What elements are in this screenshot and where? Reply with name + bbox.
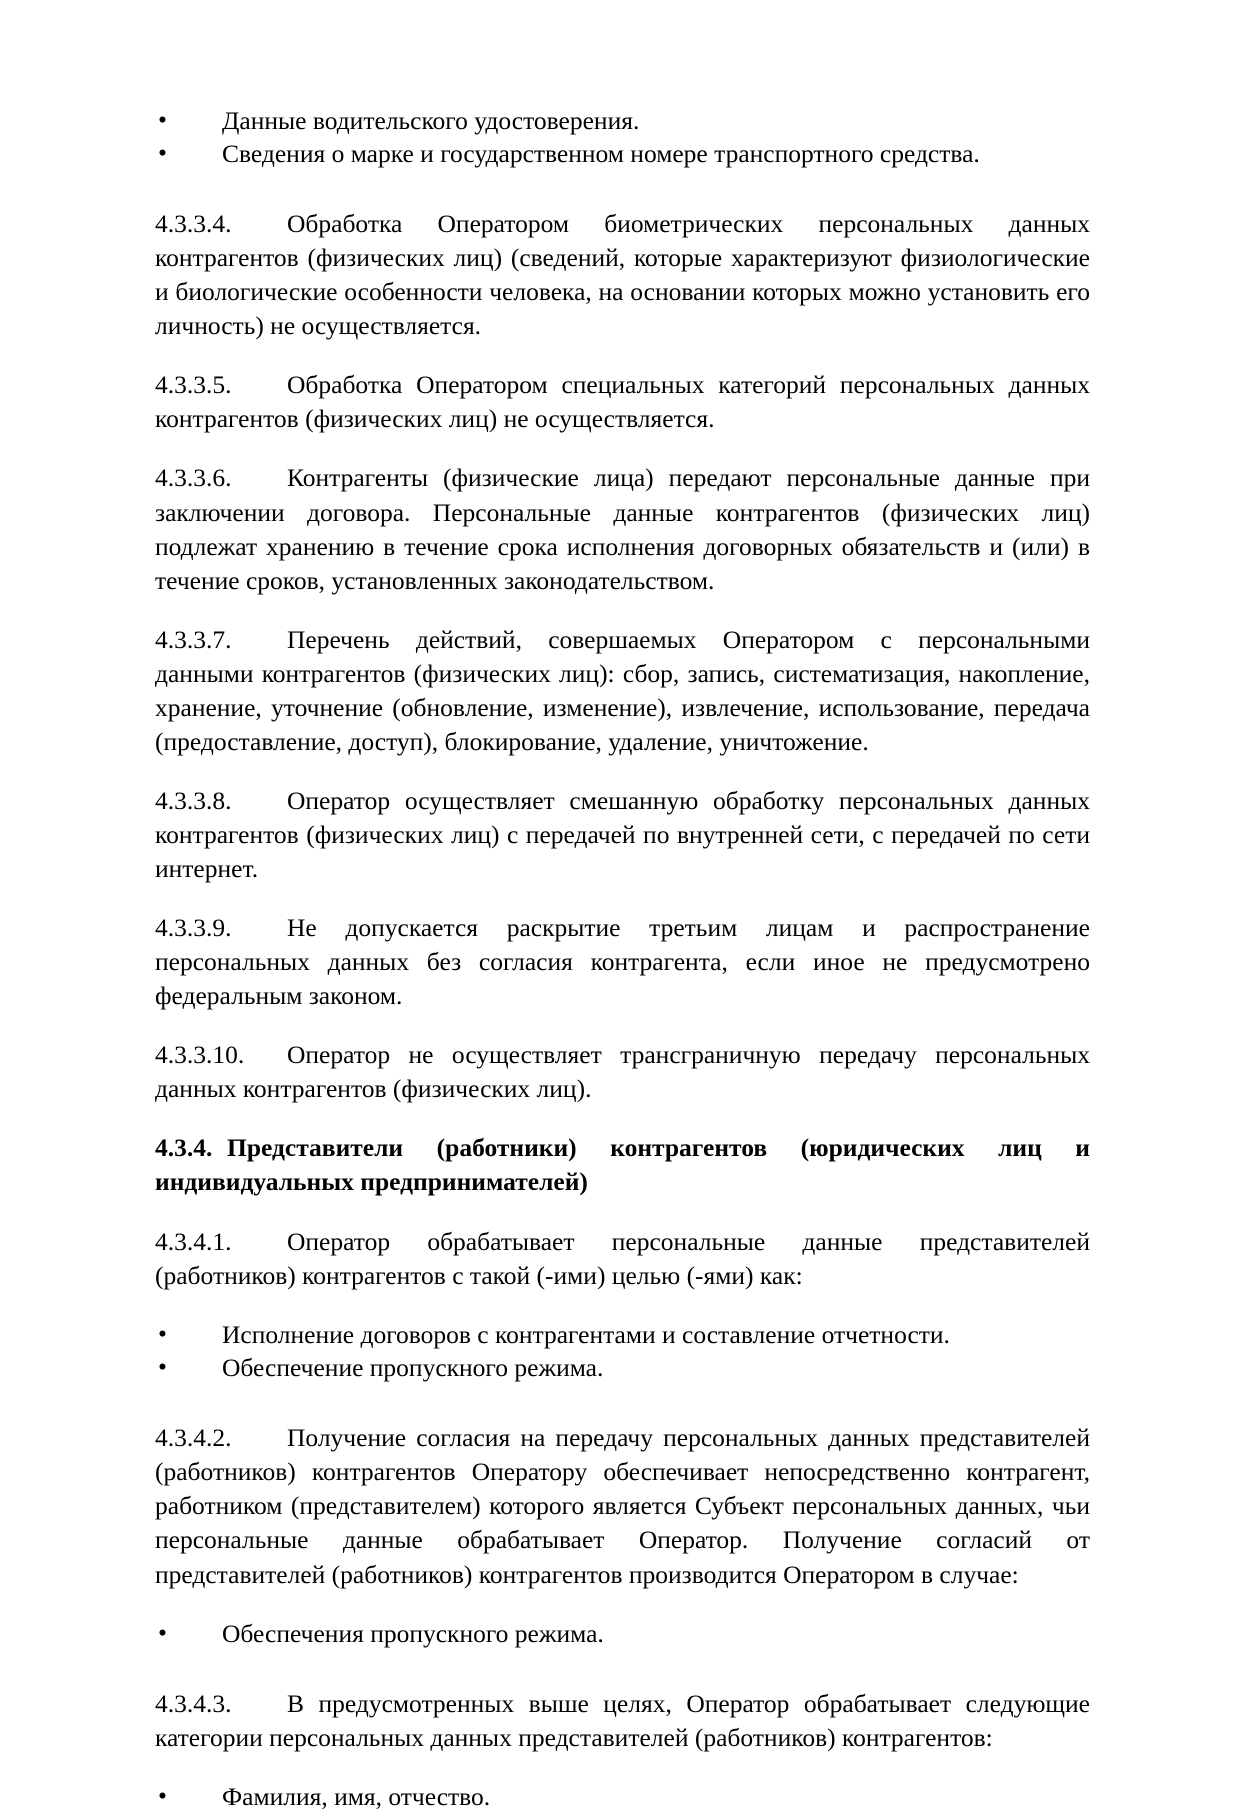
clause-4-3-3-4 — [155, 207, 1090, 343]
list-item — [155, 137, 1090, 170]
bullet-list-consent-cases — [155, 1617, 1090, 1650]
clause-number: 4.3.4.2. — [155, 1423, 232, 1453]
block-spacer — [155, 1675, 1090, 1687]
clause-4-3-4-3 — [155, 1687, 1090, 1755]
list-item-text: Данные водительского удостоверения. — [222, 106, 640, 135]
clause-number: 4.3.4.1. — [155, 1227, 232, 1257]
clause-number: 4.3.3.8. — [155, 785, 232, 815]
bullet-list-categories — [155, 1780, 1090, 1813]
bullet-icon: • — [158, 1319, 167, 1349]
heading-text: Представители (работники) контрагентов (юридических лиц и индивидуальных предпринимателей) — [155, 1132, 1090, 1196]
clause-number: 4.3.3.4. — [155, 209, 232, 239]
clause-text: Контрагенты (физические лица) передают персональные данные при заключении договора. Персональные данные контрагентов (физических лиц) подлежат хранению в течение срока исполнения договорных обязательств и (или) в течение сроков, установленных законодательством. — [155, 463, 1090, 595]
bullet-list-purposes — [155, 1318, 1090, 1384]
list-item — [155, 1780, 1090, 1813]
clause-4-3-3-5 — [155, 368, 1090, 436]
clause-text: Перечень действий, совершаемых Оператором с персональными данными контрагентов (физических лиц): сбор, запись, систематизация, накопление, хранение, уточнение (обновление, изменение), извлечение, использование, передача (предоставление, доступ), блокирование, удаление, уничтожение. — [155, 624, 1090, 756]
bullet-icon: • — [158, 105, 167, 134]
clause-number: 4.3.3.7. — [155, 624, 232, 654]
clause-number: 4.3.4.3. — [155, 1688, 232, 1718]
list-item-text: Фамилия, имя, отчество. — [222, 1781, 491, 1811]
clause-text: Оператор осуществляет смешанную обработку персональных данных контрагентов (физических лиц) с передачей по внутренней сети, с передачей по сети интернет. — [155, 785, 1090, 883]
clause-4-3-3-8 — [155, 784, 1090, 886]
clause-4-3-3-6 — [155, 461, 1090, 597]
list-item-text: Сведения о марке и государственном номере транспортного средства. — [222, 139, 980, 169]
clause-number: 4.3.3.6. — [155, 463, 232, 493]
block-spacer — [155, 195, 1090, 207]
clause-text: Не допускается раскрытие третьим лицам и распространение персональных данных без согласия контрагента, если иное не предусмотрено федеральным законом. — [155, 912, 1090, 1010]
document-body — [155, 104, 1090, 1813]
clause-text: Оператор обрабатывает персональные данные представителей (работников) контрагентов с такой (-ими) целью (-ями) как: — [155, 1227, 1090, 1291]
clause-4-3-3-7 — [155, 623, 1090, 759]
bullet-icon: • — [158, 1780, 167, 1810]
clause-text: Обработка Оператором биометрических персональных данных контрагентов (физических лиц) (сведений, которые характеризуют физиологические и биологические особенности человека, на основании которых можно установить его личность) не осуществляется. — [155, 209, 1090, 341]
clause-number: 4.3.3.10. — [155, 1039, 245, 1069]
list-item-text: Обеспечение пропускного режима. — [222, 1353, 604, 1383]
block-spacer — [155, 1409, 1090, 1421]
clause-4-3-4-2 — [155, 1421, 1090, 1591]
list-item-text: Исполнение договоров с контрагентами и составление отчетности. — [222, 1320, 950, 1350]
list-item — [155, 1617, 1090, 1650]
bullet-icon: • — [158, 138, 167, 168]
clause-4-3-4-1 — [155, 1225, 1090, 1293]
heading-number: 4.3.4. — [155, 1132, 213, 1162]
list-item-text: Обеспечения пропускного режима. — [222, 1618, 604, 1648]
bullet-icon: • — [158, 1617, 167, 1647]
clause-4-3-3-9 — [155, 911, 1090, 1013]
clause-number: 4.3.3.9. — [155, 912, 232, 942]
heading-4-3-4 — [155, 1131, 1090, 1199]
clause-number: 4.3.3.5. — [155, 370, 232, 400]
clause-text: Получение согласия на передачу персональных данных представителей (работников) контрагентов Оператору обеспечивает непосредственно контрагент, работником (представителем) которого является Субъект персональных данных, чьи персональные данные обрабатывает Оператор. Получение согласий от представителей (работников) контрагентов производится Оператором в случае: — [155, 1423, 1090, 1589]
list-item — [155, 104, 1090, 137]
bullet-list-vehicle-data — [155, 104, 1090, 170]
list-item — [155, 1351, 1090, 1384]
clause-text: Обработка Оператором специальных категорий персональных данных контрагентов (физических лиц) не осуществляется. — [155, 370, 1090, 434]
list-item — [155, 1318, 1090, 1351]
clause-text: В предусмотренных выше целях, Оператор обрабатывает следующие категории персональных данных представителей (работников) контрагентов: — [155, 1688, 1090, 1752]
bullet-icon: • — [158, 1352, 167, 1382]
clause-4-3-3-10 — [155, 1038, 1090, 1106]
clause-text: Оператор не осуществляет трансграничную передачу персональных данных контрагентов (физических лиц). — [155, 1039, 1090, 1103]
